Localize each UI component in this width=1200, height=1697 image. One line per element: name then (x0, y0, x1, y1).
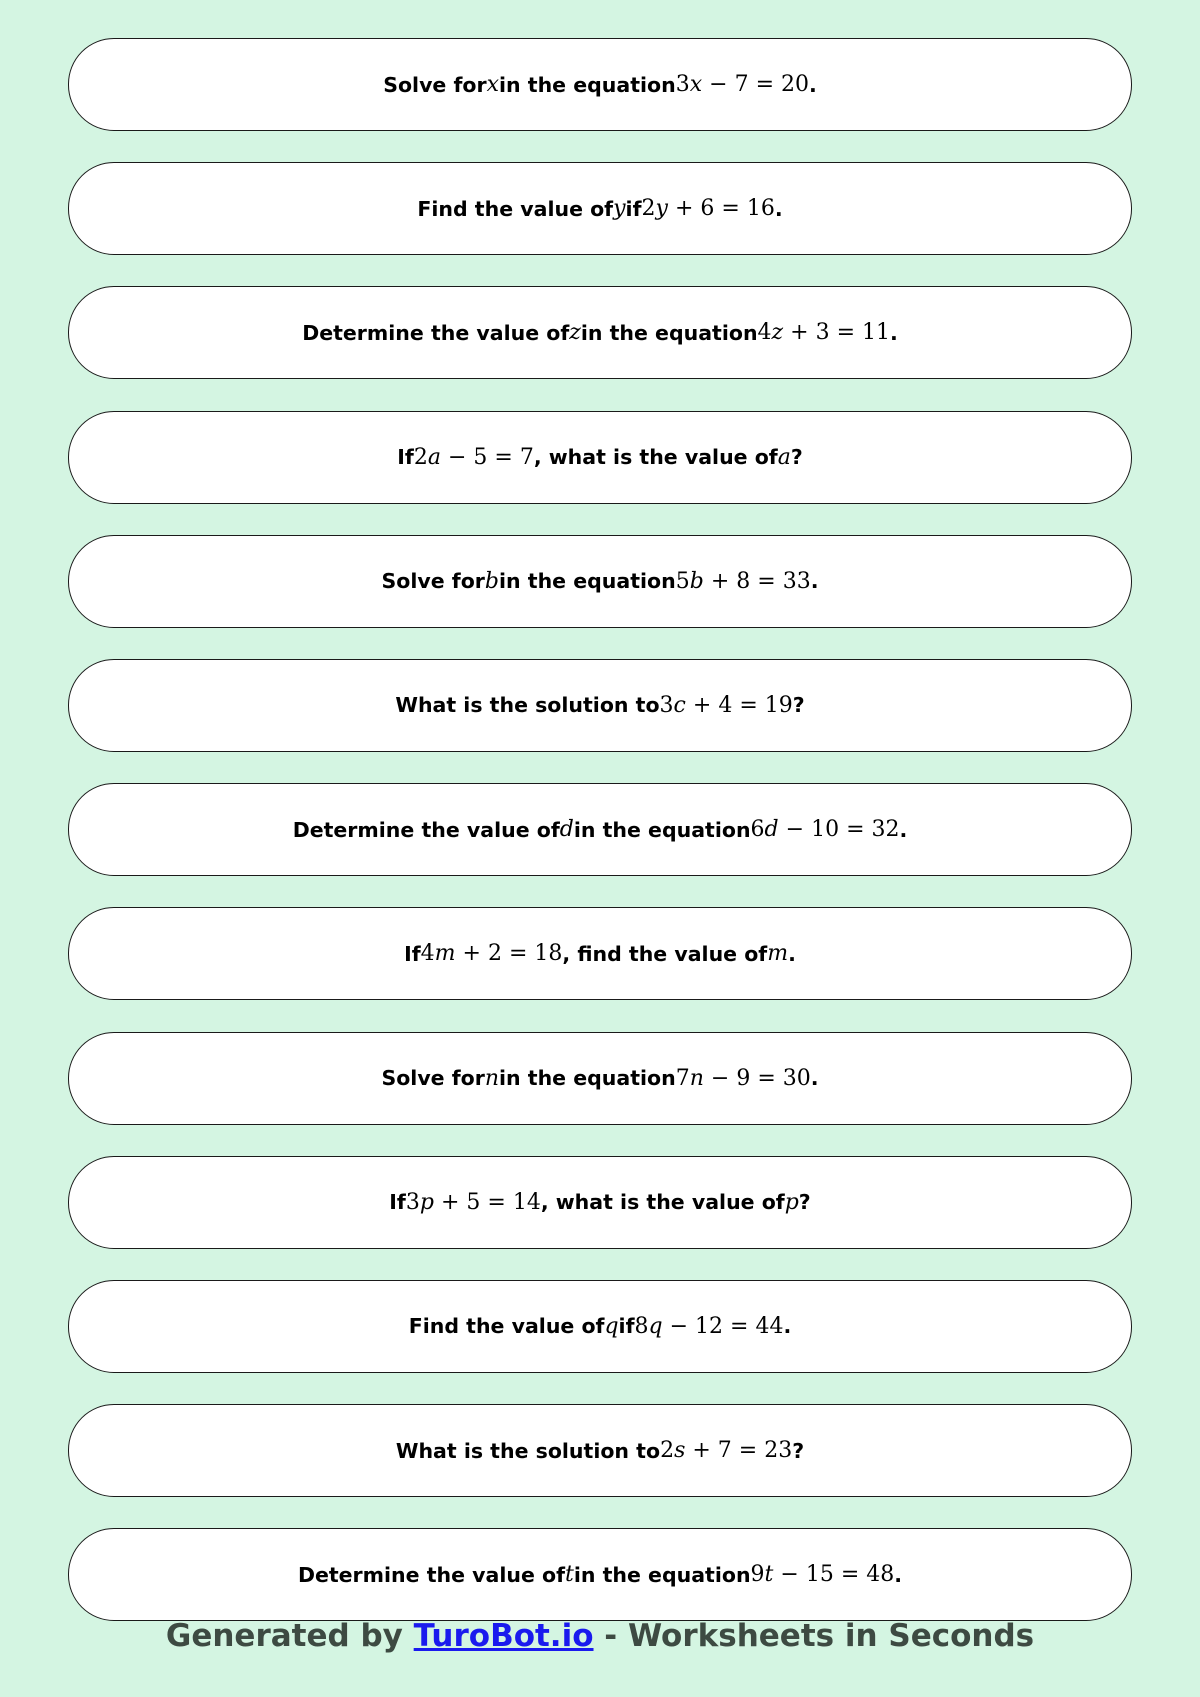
math-expression: q (604, 1313, 619, 1339)
math-expression: 7n − 9 = 30 (675, 1065, 811, 1091)
question-text: . (810, 569, 819, 594)
question-text: if (618, 1314, 635, 1339)
math-expression: 2a − 5 = 7 (413, 444, 534, 470)
math-expression: x (486, 72, 500, 97)
math-expression: 3c + 4 = 19 (659, 692, 793, 718)
question-text: . (809, 72, 817, 97)
question-card (68, 783, 1132, 876)
question-text: . (774, 196, 783, 221)
math-expression: 5b + 8 = 33 (675, 568, 811, 594)
question-text: , what is the value of (540, 1190, 785, 1215)
footer (0, 1618, 1200, 1654)
math-expression: 6d − 10 = 32 (750, 817, 900, 843)
question-text: If (397, 445, 414, 470)
question-text: . (788, 941, 796, 966)
question-text: , what is the value of (533, 445, 778, 470)
question-text: ? (792, 693, 805, 718)
question-text: If (389, 1190, 406, 1215)
math-expression: a (777, 444, 791, 470)
question-card (68, 907, 1132, 1000)
footer-prefix: Generated by (165, 1618, 414, 1654)
math-expression: 8q − 12 = 44 (634, 1313, 784, 1339)
question-card (68, 162, 1132, 255)
question-text: . (810, 1066, 819, 1090)
question-card (68, 535, 1132, 628)
question-text: Determine the value of (302, 320, 570, 345)
question-text: Solve for (381, 569, 485, 594)
math-expression: n (484, 1065, 500, 1091)
question-text: Solve for (381, 1066, 485, 1090)
question-text: in the equation (573, 1562, 751, 1587)
math-expression: 3p + 5 = 14 (405, 1189, 541, 1215)
math-expression: z (569, 320, 581, 346)
math-expression: 2y + 6 = 16 (641, 196, 775, 222)
question-text: Find the value of (417, 196, 614, 221)
math-expression: p (784, 1189, 799, 1215)
question-text: in the equation (499, 72, 676, 97)
question-text: Solve for (383, 72, 487, 97)
question-text: What is the solution to (395, 1438, 661, 1463)
question-text: . (783, 1314, 792, 1339)
question-card (68, 1528, 1132, 1621)
turobot-link[interactable]: TuroBot.io (413, 1618, 594, 1654)
question-text: in the equation (499, 1066, 676, 1090)
question-text: Find the value of (408, 1314, 605, 1339)
math-expression: t (565, 1562, 574, 1588)
question-text: What is the solution to (395, 693, 660, 718)
question-text: . (894, 1562, 903, 1587)
math-expression: m (767, 941, 789, 967)
math-expression: y (613, 196, 626, 222)
question-card (68, 1404, 1132, 1497)
question-text: ? (790, 445, 803, 470)
question-card (68, 1156, 1132, 1249)
math-expression: 9t − 15 = 48 (750, 1562, 895, 1588)
question-card (68, 1280, 1132, 1373)
question-card (68, 659, 1132, 752)
question-card (68, 411, 1132, 504)
question-text: Determine the value of (292, 817, 560, 842)
question-text: Determine the value of (297, 1562, 565, 1587)
question-text: , find the value of (562, 941, 768, 966)
question-text: If (404, 941, 421, 966)
math-expression: 4m + 2 = 18 (420, 941, 563, 967)
question-text: in the equation (573, 817, 751, 842)
math-expression: d (559, 817, 574, 843)
question-text: . (899, 817, 908, 842)
math-expression: b (484, 568, 500, 594)
question-text: in the equation (580, 320, 758, 345)
question-text: ? (792, 1438, 805, 1463)
question-text: in the equation (499, 569, 676, 594)
question-text: if (625, 196, 642, 221)
math-expression: 4z + 3 = 11 (757, 320, 891, 346)
question-list (68, 38, 1132, 1652)
question-card (68, 1032, 1132, 1125)
math-expression: 2s + 7 = 23 (660, 1438, 793, 1464)
question-text: . (890, 320, 898, 345)
question-card (68, 286, 1132, 379)
footer-suffix: - Worksheets in Seconds (593, 1618, 1035, 1654)
math-expression: 3x − 7 = 20 (675, 72, 810, 97)
question-text: ? (798, 1190, 811, 1215)
question-card (68, 38, 1132, 131)
